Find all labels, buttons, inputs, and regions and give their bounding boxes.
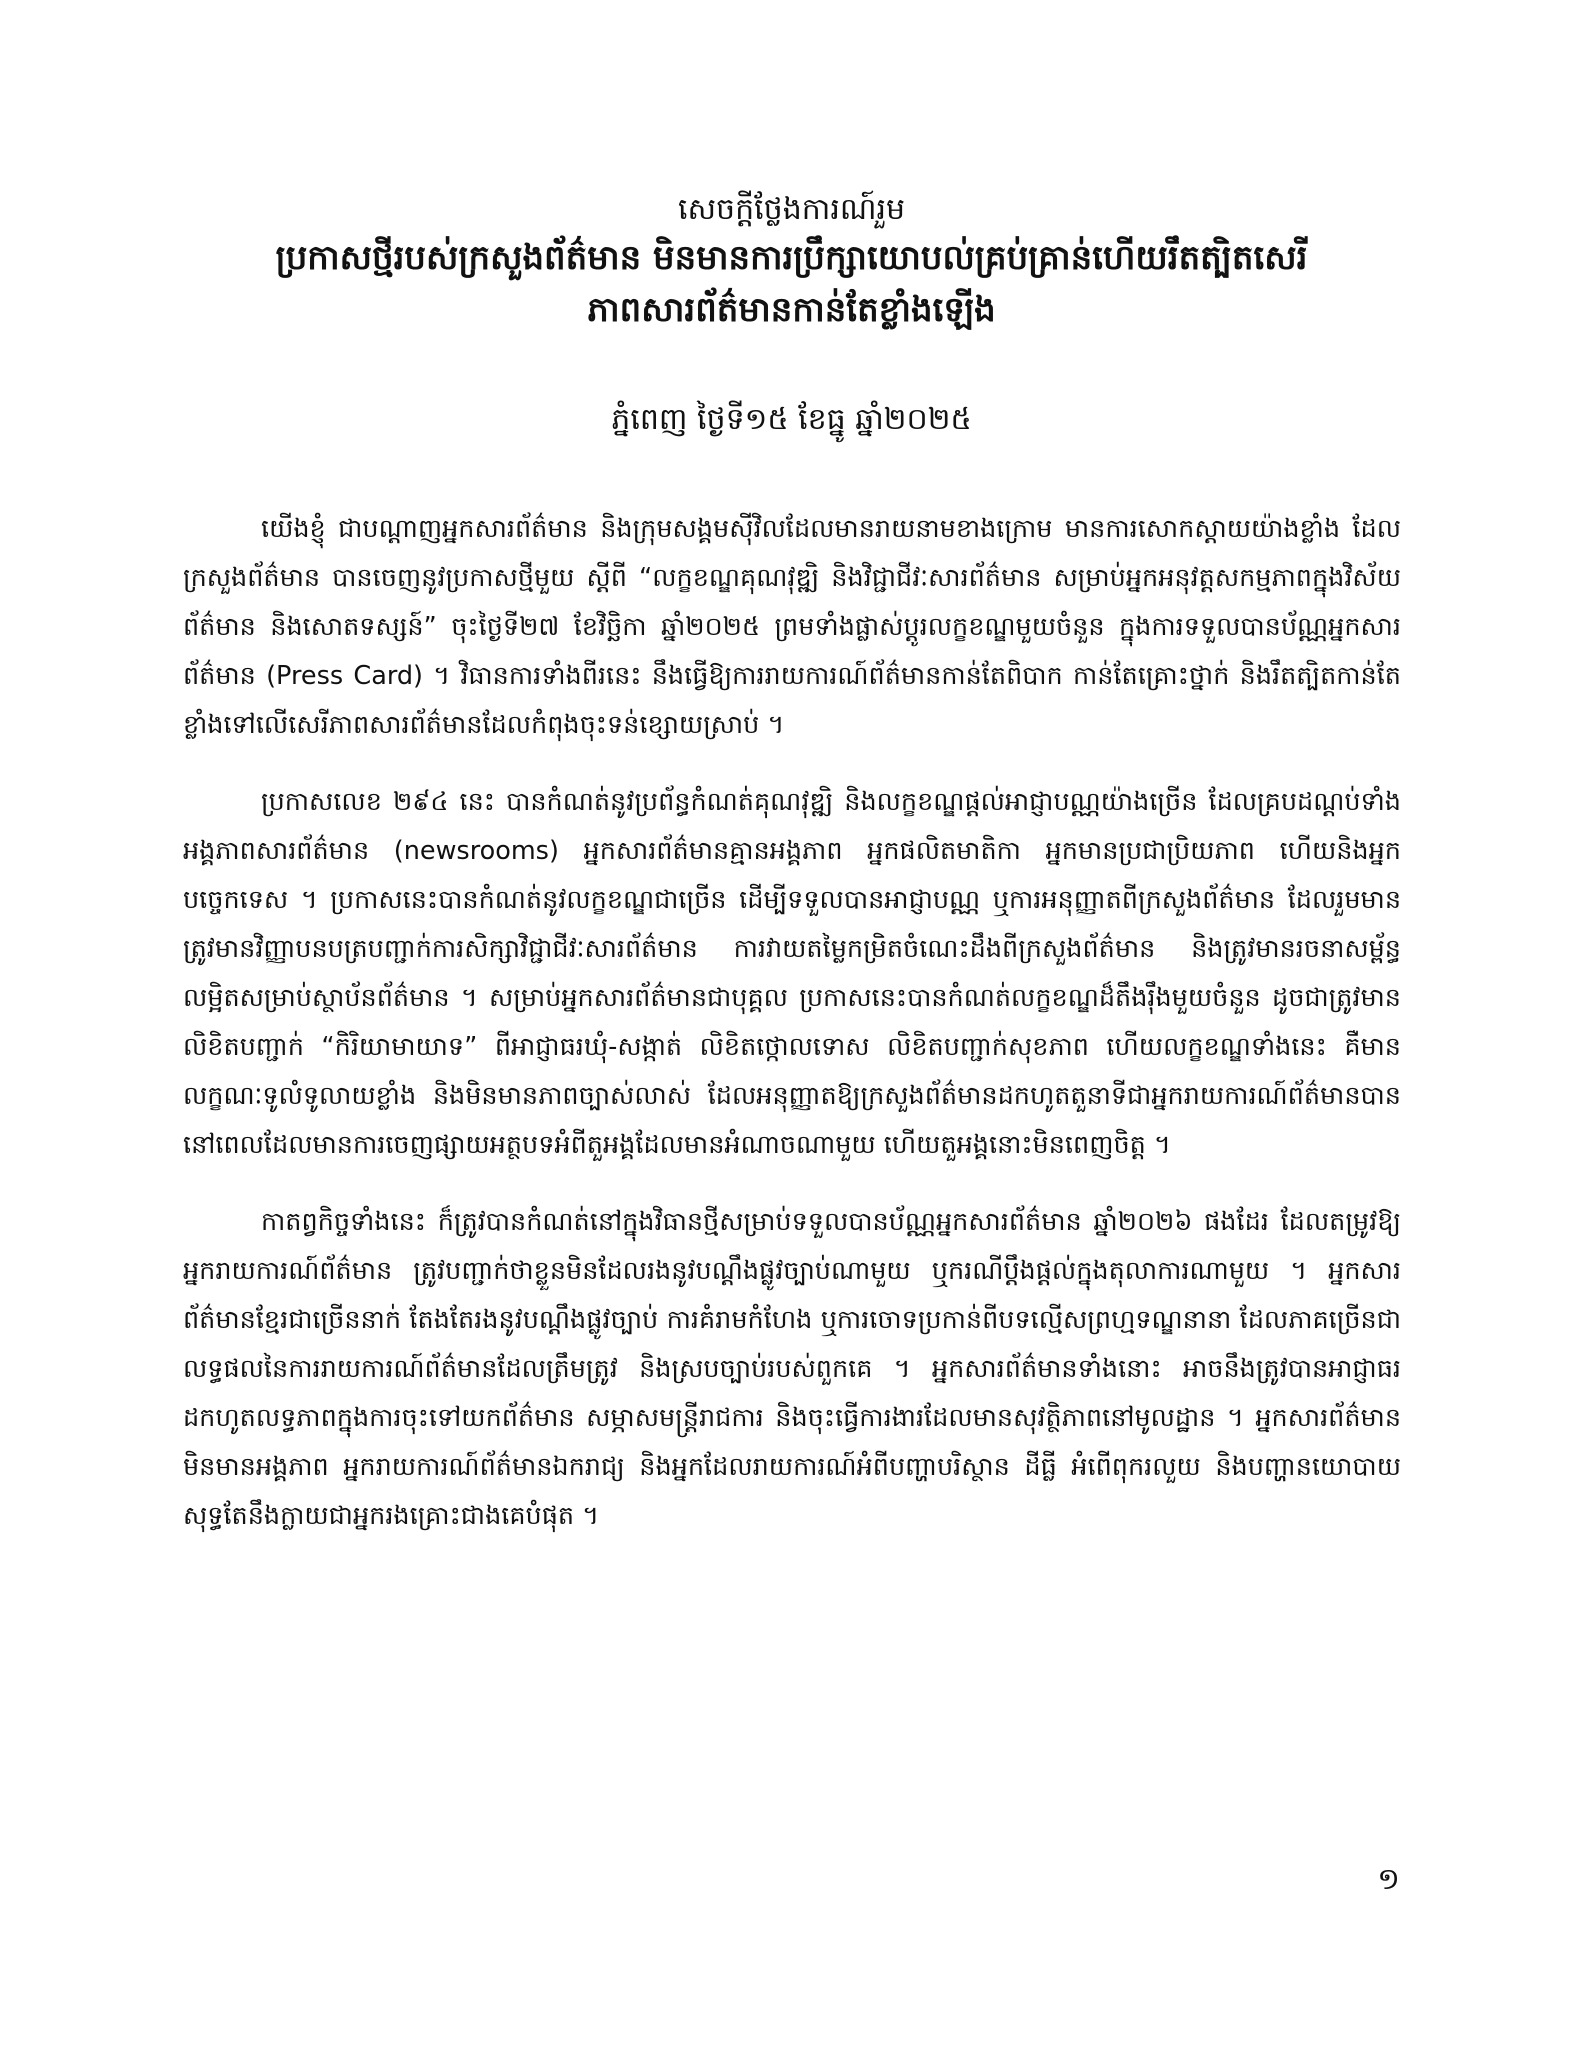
paragraph-2: ប្រកាសលេខ ២៩៤ នេះ បានកំណត់នូវប្រព័ន្ធកំណត់គុណវុឌ្ឍិ និងលក្ខខណ្ឌផ្ដល់អាជ្ញាបណ្ណយ៉ាងច្រើន ដែលគ្របដណ្ដប់ទាំងអង្គភាពសារព័ត៌មាន (newsrooms) អ្នកសារព័ត៌មានគ្មានអង្គភាព អ្នកផលិតមាតិកា អ្នកមានប្រជាប្រិយភាព ហើយនិងអ្នកបច្ចេកទេស ។ ប្រកាសនេះបានកំណត់នូវលក្ខខណ្ឌជាច្រើន ដើម្បីទទួលបានអាជ្ញាបណ្ណ ឬការអនុញ្ញាតពីក្រសួងព័ត៌មាន ដែលរួមមានត្រូវមានវិញ្ញាបនបត្របញ្ជាក់ការសិក្សាវិជ្ជាជីវៈសារព័ត៌មាន ការវាយតម្លៃកម្រិតចំណេះដឹងពីក្រសួងព័ត៌មាន និងត្រូវមានរចនាសម្ព័ន្ធលម្អិតសម្រាប់ស្ថាប័នព័ត៌មាន ។ សម្រាប់អ្នកសារព័ត៌មានជាបុគ្គល ប្រកាសនេះបានកំណត់លក្ខខណ្ឌដ៏តឹងរ៉ឹងមួយចំនួន ដូចជាត្រូវមានលិខិតបញ្ជាក់ “កិរិយាមាយាទ” ពីអាជ្ញាធរឃុំ-សង្កាត់ លិខិតថ្កោលទោស លិខិតបញ្ជាក់សុខភាព ហើយលក្ខខណ្ឌទាំងនេះ គឺមានលក្ខណៈទូលំទូលាយខ្លាំង និងមិនមានភាពច្បាស់លាស់ ដែលអនុញ្ញាតឱ្យក្រសួងព័ត៌មានដកហូតតួនាទីជាអ្នករាយការណ៍ព័ត៌មានបាន នៅពេលដែលមានការចេញផ្សាយអត្ថបទអំពីតួអង្គដែលមានអំណាចណាមួយ ហើយតួអង្គនោះមិនពេញចិត្ត ។ — [183, 787, 1401, 1160]
paragraph-3: កាតព្វកិច្ចទាំងនេះ ក៏ត្រូវបានកំណត់នៅក្នុងវិធានថ្មីសម្រាប់ទទួលបានប័ណ្ណអ្នកសារព័ត៌មាន ឆ្នាំ២០២៦ ផងដែរ ដែលតម្រូវឱ្យអ្នករាយការណ៍ព័ត៌មាន ត្រូវបញ្ជាក់ថាខ្លួនមិនដែលរងនូវបណ្ដឹងផ្លូវច្បាប់ណាមួយ ឬករណីប្ដឹងផ្ដល់ក្នុងតុលាការណាមួយ ។ អ្នកសារព័ត៌មានខ្មែរជាច្រើននាក់ តែងតែរងនូវបណ្ដឹងផ្លូវច្បាប់ ការគំរាមកំហែង ឬការចោទប្រកាន់ពីបទល្មើសព្រហ្មទណ្ឌនានា ដែលភាគច្រើនជាលទ្ធផលនៃការរាយការណ៍ព័ត៌មានដែលត្រឹមត្រូវ និងស្របច្បាប់របស់ពួកគេ ។ អ្នកសារព័ត៌មានទាំងនោះ អាចនឹងត្រូវបានអាជ្ញាធរដកហូតលទ្ធភាពក្នុងការចុះទៅយកព័ត៌មាន សម្ភាសមន្ត្រីរាជការ និងចុះធ្វើការងារដែលមានសុវត្ថិភាពនៅមូលដ្ឋាន ។ អ្នកសារព័ត៌មានមិនមានអង្គភាព អ្នករាយការណ៍ព័ត៌មានឯករាជ្យ និងអ្នកដែលរាយការណ៍អំពីបញ្ហាបរិស្ថាន ដីធ្លី អំពើពុករលួយ និងបញ្ហានយោបាយ សុទ្ធតែនឹងក្លាយជាអ្នករងគ្រោះជាងគេបំផុត ។ — [183, 1207, 1401, 1531]
document-body — [183, 505, 1401, 1569]
paragraph-1: យើងខ្ញុំ ជាបណ្ដាញអ្នកសារព័ត៌មាន និងក្រុមសង្គមស៊ីវិលដែលមានរាយនាមខាងក្រោម មានការសោកស្ដាយយ៉ាងខ្លាំង ដែលក្រសួងព័ត៌មាន បានចេញនូវប្រកាសថ្មីមួយ ស្ដីពី “លក្ខខណ្ឌគុណវុឌ្ឍិ និងវិជ្ជាជីវៈសារព័ត៌មាន សម្រាប់អ្នកអនុវត្តសកម្មភាពក្នុងវិស័យព័ត៌មាន និងសោតទស្សន៍” ចុះថ្ងៃទី២៧ ខែវិច្ឆិកា ឆ្នាំ២០២៥ ព្រមទាំងផ្លាស់ប្ដូរលក្ខខណ្ឌមួយចំនួន ក្នុងការទទួលបានប័ណ្ណអ្នកសារព័ត៌មាន (Press Card) ។ វិធានការទាំងពីរនេះ នឹងធ្វើឱ្យការរាយការណ៍ព័ត៌មានកាន់តែពិបាក កាន់តែគ្រោះថ្នាក់ និងរឹតត្បិតកាន់តែខ្លាំងទៅលើសេរីភាពសារព័ត៌មានដែលកំពុងចុះទន់ខ្សោយស្រាប់ ។ — [183, 514, 1401, 740]
document-subtitle: សេចក្តីថ្លែងការណ៍រួម — [677, 192, 906, 227]
document-header — [0, 188, 1583, 336]
document-title-line-1: ប្រកាសថ្មីរបស់ក្រសួងព័ត៌មាន មិនមានការប្រឹក្សាយោបល់គ្រប់គ្រាន់ហើយរឹតត្បិតសេរី — [275, 238, 1308, 278]
page-number: ១ — [1377, 1862, 1400, 1897]
document-date: ភ្នំពេញ ថ្ងៃទី១៥ ខែធ្នូ ឆ្នាំ២០២៥ — [611, 402, 972, 437]
document-title-line-2: ភាពសារព័ត៌មានកាន់តែខ្លាំងឡើង — [587, 290, 996, 330]
